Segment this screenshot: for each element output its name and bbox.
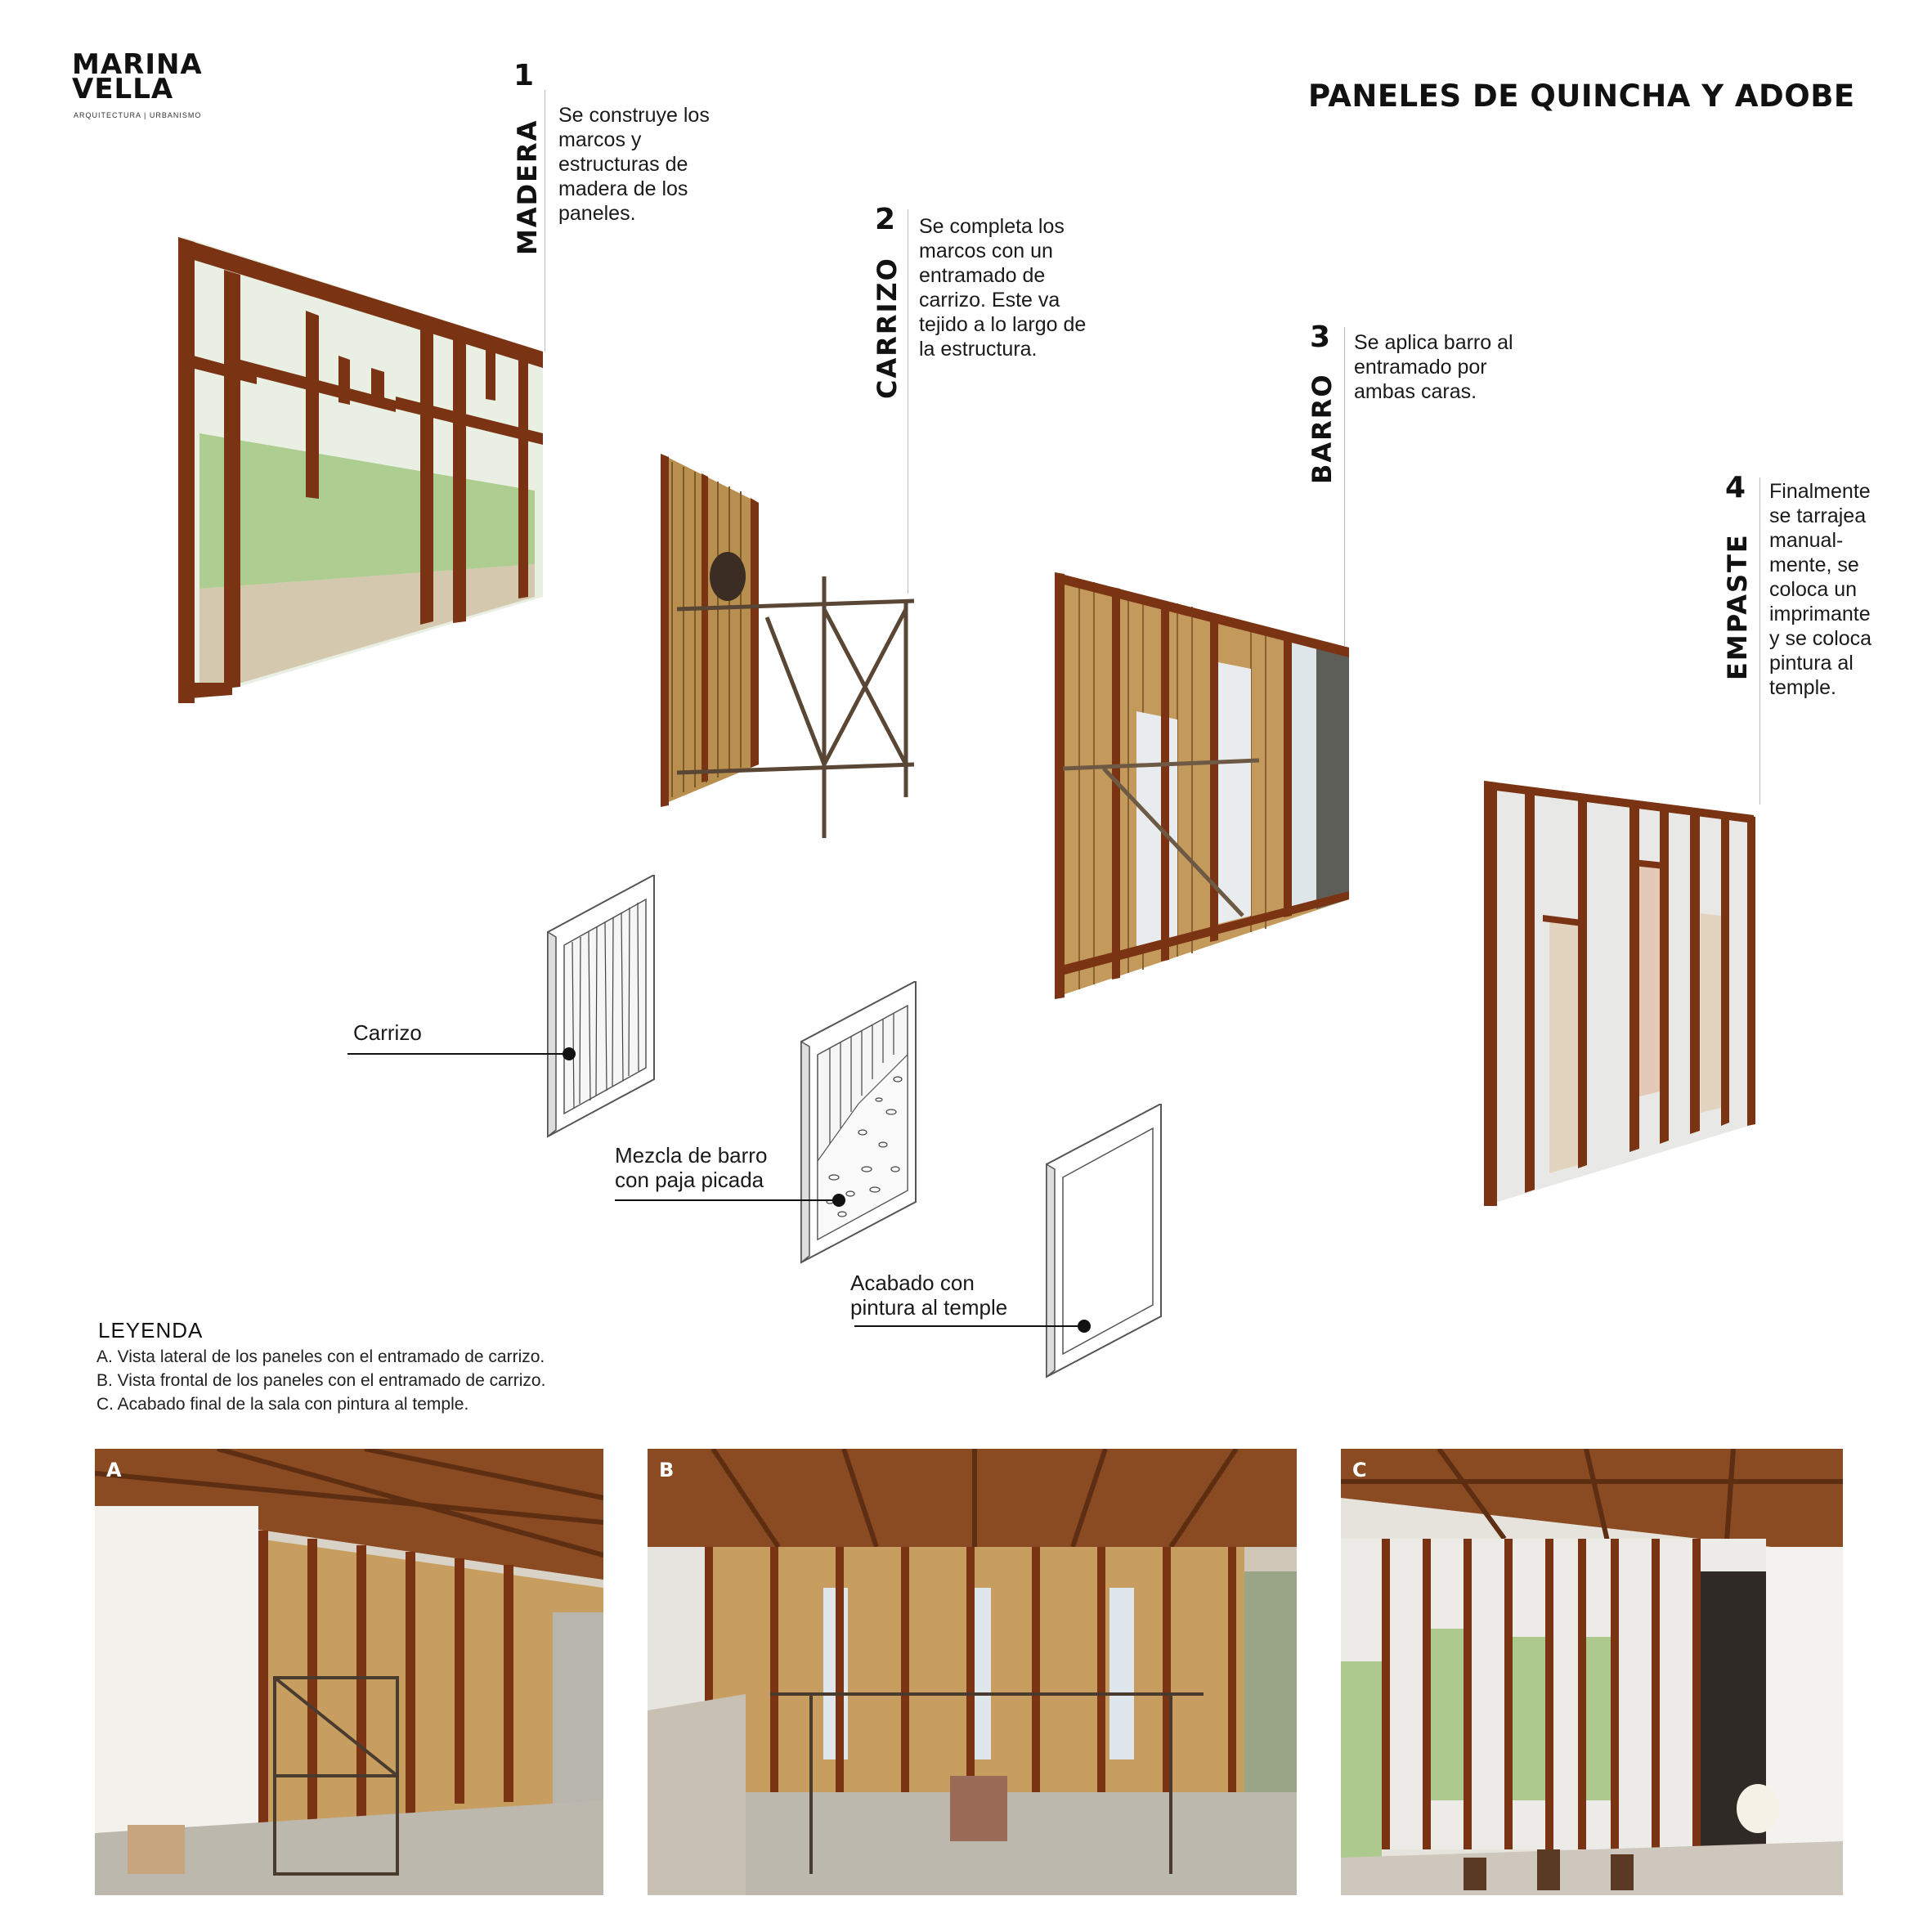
legend-item: A. Vista lateral de los paneles con el entramado de carrizo. [96, 1347, 545, 1366]
barro-leader-line [615, 1199, 837, 1201]
logo-line-1: MARINA [72, 48, 203, 81]
step-divider [1759, 477, 1760, 805]
step-number: 4 [1725, 471, 1746, 504]
logo-name [72, 48, 203, 105]
madera-frame-photo [175, 237, 551, 711]
barro-frame-photo [1055, 572, 1349, 1014]
step-description: Se aplica barro al entramado por ambas caras. [1354, 331, 1513, 403]
acabado-leader-line [854, 1325, 1083, 1327]
photo-tag: B [659, 1459, 675, 1481]
step-description: Se completa los marcos con un entramado de carrizo. Este va tejido a lo largo de la estructura. [919, 215, 1087, 361]
carrizo-frame-photo [661, 454, 922, 838]
barro-label: Mezcla de barro con paja picada [615, 1143, 768, 1192]
logo-line-2: VELLA [72, 73, 174, 105]
step-description: Se construye los marcos y estructuras de madera de los paneles. [558, 104, 710, 225]
step-number: 3 [1310, 321, 1331, 354]
step-number: 2 [875, 203, 896, 236]
photo-c-image [1341, 1449, 1843, 1895]
carrizo-layer-diagram [540, 875, 670, 1145]
step-description: Finalmente se tarrajea manual- mente, se coloca un imprimante y se coloca pintura al temple. [1769, 480, 1872, 699]
photo-tag: C [1352, 1459, 1367, 1481]
photo-tag: A [106, 1459, 122, 1481]
legend-item: B. Vista frontal de los paneles con el entramado de carrizo. [96, 1371, 546, 1390]
carrizo-leader-dot [563, 1047, 576, 1060]
carrizo-label: Carrizo [353, 1020, 422, 1045]
step-name: EMPASTE [1722, 533, 1753, 680]
legend-title: LEYENDA [98, 1318, 204, 1343]
step-name: BARRO [1307, 373, 1338, 484]
photo-b-image [648, 1449, 1297, 1895]
photo-c [1341, 1449, 1843, 1895]
photo-a-image [95, 1449, 603, 1895]
carrizo-leader-line [347, 1053, 567, 1055]
barro-leader-dot [832, 1194, 845, 1207]
page-title: PANELES DE QUINCHA Y ADOBE [1308, 78, 1855, 114]
empaste-frame-photo [1484, 781, 1762, 1206]
legend-item: C. Acabado final de la sala con pintura al temple. [96, 1395, 469, 1414]
step-name: MADERA [512, 119, 543, 255]
step-name: CARRIZO [872, 257, 903, 399]
acabado-layer-diagram [1038, 1104, 1169, 1382]
logo-subtitle: ARQUITECTURA | URBANISMO [74, 111, 202, 119]
acabado-label: Acabado con pintura al temple [850, 1271, 1008, 1320]
step-number: 1 [513, 59, 535, 92]
barro-layer-diagram [793, 981, 924, 1267]
photo-b [648, 1449, 1297, 1895]
photo-a [95, 1449, 603, 1895]
acabado-leader-dot [1078, 1320, 1091, 1333]
